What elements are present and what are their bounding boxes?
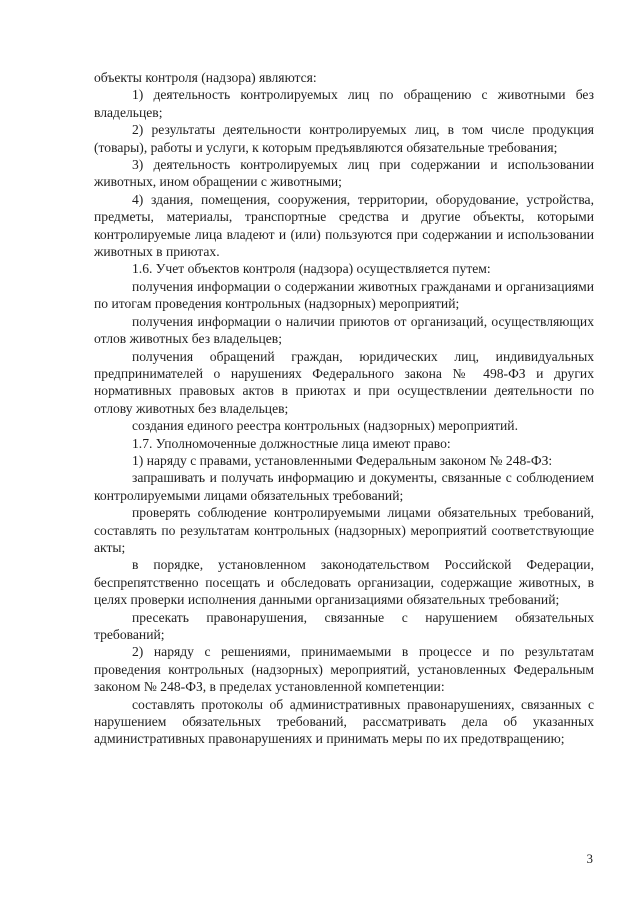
paragraph-5: 1.6. Учет объектов контроля (надзора) осуществляется путем: (132, 261, 491, 277)
document-body (94, 69, 594, 748)
paragraph-16: 2) наряду с решениями, принимаемыми в процессе и по результатам проведения контрольных (надзорных) мероприятий, установленных Федеральным законом № 248-ФЗ, в пределах установленной компетенции: (94, 644, 594, 695)
page-number: 3 (586, 851, 593, 866)
paragraph-14: в порядке, установленном законодательством Российской Федерации, беспрепятственно посещать и обследовать организации, содержащие животных, в целях проверки исполнения данными организациями обязательных требований; (94, 557, 594, 608)
paragraph-11: 1) наряду с правами, установленными Федеральным законом № 248-ФЗ: (132, 452, 553, 468)
paragraph-6: получения информации о содержании животных гражданами и организациями по итогам проведения контрольных (надзорных) мероприятий; (94, 278, 594, 312)
paragraph-3: 3) деятельность контролируемых лиц при содержании и использовании животных, ином обращении с животными; (94, 157, 594, 190)
paragraph-2: 2) результаты деятельности контролируемых лиц, в том числе продукция (товары), работы и услуги, к которым предъявляются обязательные требования; (94, 122, 594, 155)
paragraph-8: получения обращений граждан, юридических лиц, индивидуальных предпринимателей о нарушениях Федерального закона № 498-ФЗ и других нормативных правовых актов в приютах и при осуществлении деятельности по отлову животных без владельцев; (94, 348, 594, 416)
paragraph-9: создания единого реестра контрольных (надзорных) мероприятий. (132, 418, 518, 434)
paragraph-7: получения информации о наличии приютов от организаций, осуществляющих отлов животных без владельцев; (94, 313, 594, 347)
paragraph-4: 4) здания, помещения, сооружения, территории, оборудование, устройства, предметы, материалы, транспортные средства и другие объекты, которыми контролируемые лица владеют и (или) пользуются при содержании и использовании животных в приютах. (94, 191, 594, 260)
paragraph-10: 1.7. Уполномоченные должностные лица имеют право: (132, 435, 451, 451)
paragraph-0: объекты контроля (надзора) являются: (94, 70, 317, 85)
paragraph-1: 1) деятельность контролируемых лиц по обращению с животными без владельцев; (94, 87, 594, 120)
paragraph-12: запрашивать и получать информацию и документы, связанные с соблюдением контролируемыми лицами обязательных требований; (94, 470, 594, 503)
paragraph-17: составлять протоколы об административных правонарушениях, связанных с нарушением обязательных требований, рассматривать дела об указанных административных правонарушениях и принимать меры по их предотвращению; (94, 696, 594, 747)
paragraph-13: проверять соблюдение контролируемыми лицами обязательных требований, составлять по результатам контрольных (надзорных) мероприятий соответствующие акты; (94, 505, 594, 555)
paragraph-15: пресекать правонарушения, связанные с нарушением обязательных требований; (94, 609, 594, 642)
